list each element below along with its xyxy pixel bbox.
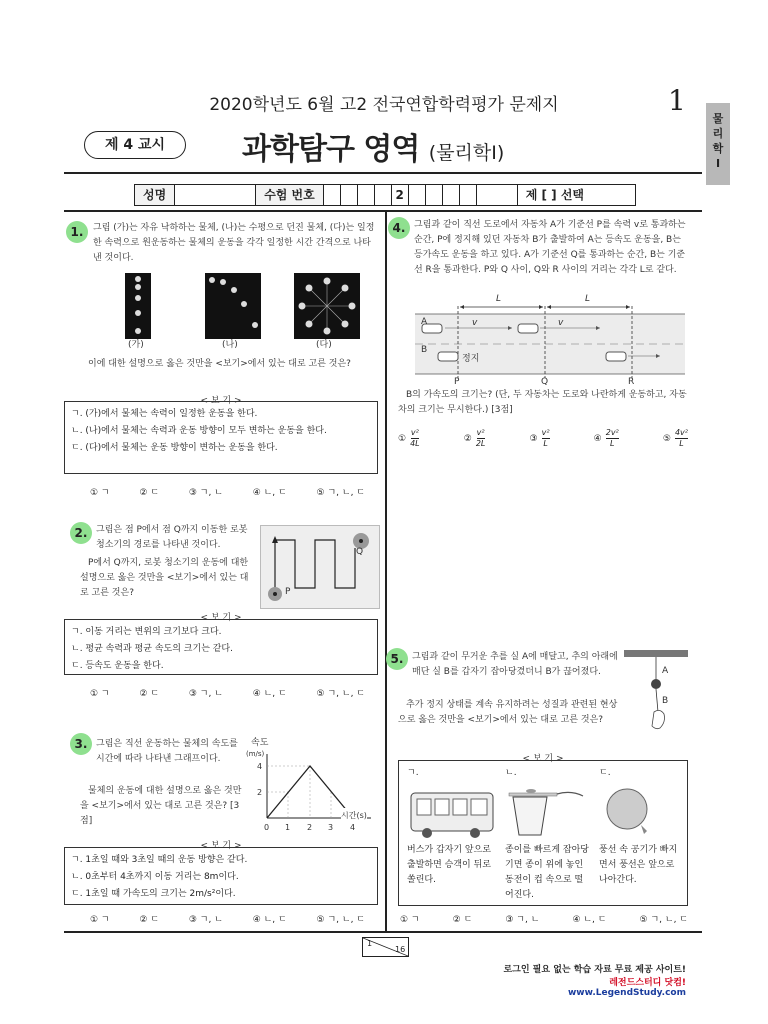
fraction	[675, 428, 688, 449]
option-2[interactable]: ② ㄷ	[139, 689, 160, 699]
option-3[interactable]: ③ ㄱ, ㄴ	[188, 488, 223, 498]
bogi-item: ㄷ. 1초일 때 가속도의 크기는 2m/s²이다.	[71, 889, 236, 899]
session-badge: 제 4 교시	[84, 131, 186, 159]
graph-xlabel: 시간(s)	[341, 808, 367, 823]
body-bottom-rule	[64, 931, 702, 933]
graph-xtick: 0	[264, 823, 270, 832]
question-number: 4.	[388, 217, 410, 239]
q5-bogi-box	[398, 760, 688, 906]
bogi-title: < 보 기 >	[200, 613, 242, 623]
q2-text: 그림은 점 P에서 점 Q까지 이동한 로봇 청소기의 경로를 나타낸 것이다.	[96, 525, 248, 550]
option-3[interactable]: ③ ㄱ, ㄴ	[505, 915, 540, 925]
option-5[interactable]	[663, 428, 688, 449]
option-4[interactable]: ④ ㄴ, ㄷ	[252, 915, 287, 925]
graph-yunit: (m/s)	[246, 750, 265, 758]
option-marker: ③	[529, 433, 538, 444]
distance-l: L	[496, 294, 502, 304]
q2-figure	[260, 525, 380, 609]
q4-prompt: B의 가속도의 크기는? (단, 두 자동차는 도로와 나란하게 운동하고, 자동차의 크기는 무시한다.) [3점]	[398, 390, 687, 415]
bogi-item: ㄴ. 평균 속력과 평균 속도의 크기는 같다.	[71, 644, 233, 654]
option-1[interactable]: ① ㄱ	[90, 689, 110, 699]
exam-no-cell[interactable]	[460, 185, 477, 205]
name-field[interactable]	[175, 185, 256, 205]
bogi-item: ㄱ. (가)에서 물체는 속력이 일정한 운동을 한다.	[71, 409, 258, 419]
road-diagram	[400, 300, 700, 385]
bogi-title: < 보 기 >	[200, 396, 242, 406]
side-tab-char: 학	[712, 142, 724, 155]
circular-motion-dots	[294, 273, 360, 339]
info-row	[134, 184, 636, 206]
q5-figure	[624, 650, 688, 745]
graph-xtick: 1	[285, 823, 291, 832]
page-current: 1	[367, 939, 373, 948]
car-b-label: B	[421, 345, 428, 355]
graph-ytick: 4	[257, 762, 263, 771]
bogi-item: ㄴ. 0초부터 4초까지 이동 거리는 8m이다.	[71, 872, 239, 882]
footer-url[interactable]: www.LegendStudy.com	[567, 988, 686, 998]
q1-text: 그림 (가)는 자유 낙하하는 물체, (나)는 수평으로 던진 물체, (다)는 일정한 속력으로 원운동하는 물체의 운동을 각각 일정한 시간 간격으로 나타낸 것이다.	[93, 223, 375, 263]
q3-options	[90, 912, 365, 925]
exam-no-cell[interactable]	[443, 185, 460, 205]
numerator: 2v²	[605, 428, 619, 437]
fig-label: (다)	[316, 340, 332, 350]
fig-label: (가)	[128, 340, 144, 350]
option-3[interactable]	[530, 428, 550, 449]
option-5[interactable]: ⑤ ㄱ, ㄴ, ㄷ	[316, 488, 365, 498]
q1-figure-ga	[125, 273, 151, 339]
denominator: L	[679, 439, 684, 448]
q1-bogi-box	[64, 401, 378, 474]
numerator: v²	[410, 428, 419, 437]
graph-xtick: 2	[307, 823, 313, 832]
graph-ylabel: 속도	[251, 738, 269, 748]
point-q: Q	[356, 547, 364, 557]
option-5[interactable]: ⑤ ㄱ, ㄴ, ㄷ	[639, 915, 688, 925]
bogi-head: ㄱ.	[407, 768, 419, 778]
q4-options	[398, 428, 688, 449]
bogi-item: 풍선 속 공기가 빠지면서 풍선은 앞으로 나아간다.	[599, 845, 678, 885]
q2-prompt: P에서 Q까지, 로봇 청소기의 운동에 대한 설명으로 옳은 것만을 <보기>에서 있는 대로 고른 것은?	[80, 558, 249, 598]
subject-sub: (물리학Ⅰ)	[428, 142, 505, 164]
exam-no-cell[interactable]	[358, 185, 375, 205]
q3-prompt: 물체의 운동에 대한 설명으로 옳은 것만을 <보기>에서 있는 대로 고른 것은? [3점]	[80, 786, 242, 826]
q4-road-figure	[400, 294, 700, 387]
graph-xtick: 3	[328, 823, 334, 832]
denominator: 2L	[475, 439, 486, 448]
thread-a-label: A	[662, 666, 669, 676]
subject-main: 과학탐구 영역	[242, 132, 420, 167]
question-number: 1.	[66, 221, 88, 243]
bogi-item: 버스가 갑자기 앞으로 출발하면 승객이 뒤로 쏠린다.	[407, 845, 491, 885]
option-marker: ①	[398, 433, 407, 444]
balloon-illustration	[597, 787, 683, 839]
q3-bogi-box	[64, 847, 378, 905]
exam-no-cell[interactable]	[426, 185, 443, 205]
name-label: 성명	[135, 185, 175, 205]
distance-l: L	[585, 294, 591, 304]
body-top-rule	[64, 210, 702, 212]
select-label: 제 [ ] 선택	[518, 185, 592, 205]
bogi-item: ㄱ. 1초일 때와 3초일 때의 운동 방향은 같다.	[71, 855, 248, 865]
option-5[interactable]: ⑤ ㄱ, ㄴ, ㄷ	[316, 689, 365, 699]
header-rule	[64, 172, 702, 174]
exam-no-cell[interactable]	[324, 185, 341, 205]
option-2[interactable]: ② ㄷ	[139, 915, 160, 925]
q1-options	[90, 485, 365, 498]
column-divider	[385, 212, 387, 932]
option-2[interactable]: ② ㄷ	[452, 915, 473, 925]
bogi-item: ㄴ. (나)에서 물체는 속력과 운동 방향이 모두 변하는 운동을 한다.	[71, 426, 327, 436]
denominator: 4L	[410, 439, 420, 448]
fraction	[410, 428, 420, 449]
bogi-item: ㄱ. 이동 거리는 변위의 크기보다 크다.	[71, 627, 222, 637]
q5-options	[400, 912, 688, 925]
bogi-head: ㄴ.	[505, 768, 517, 778]
page-box	[362, 937, 409, 957]
page-total: 16	[395, 945, 406, 954]
question-number: 5.	[386, 648, 408, 670]
graph-xtick: 4	[350, 823, 356, 832]
option-1[interactable]: ① ㄱ	[90, 488, 110, 498]
option-4[interactable]: ④ ㄴ, ㄷ	[252, 488, 287, 498]
fig-label: (나)	[222, 340, 238, 350]
subject-side-tab	[706, 103, 730, 185]
option-1[interactable]: ① ㄱ	[400, 915, 420, 925]
exam-no-label: 수험 번호	[256, 185, 324, 205]
footer-line2: 레전드스터디 닷컴!	[609, 978, 686, 988]
exam-no-cell[interactable]	[341, 185, 358, 205]
bogi-item: ㄷ. 등속도 운동을 한다.	[71, 661, 164, 671]
footer-line1: 로그인 필요 없는 학습 자료 무료 제공 사이트!	[503, 965, 686, 975]
option-marker: ④	[593, 433, 602, 444]
side-tab-char: Ⅰ	[715, 157, 721, 170]
page-title: 2020학년도 6월 고2 전국연합학력평가 문제지	[209, 95, 559, 115]
numerator: 4v²	[674, 428, 688, 437]
question-number: 2.	[70, 522, 92, 544]
robot-path	[261, 526, 379, 608]
option-5[interactable]: ⑤ ㄱ, ㄴ, ㄷ	[316, 915, 365, 925]
option-3[interactable]: ③ ㄱ, ㄴ	[188, 915, 223, 925]
option-marker: ②	[463, 433, 472, 444]
q5-text: 그림과 같이 무거운 추를 실 A에 매달고, 추의 아래에 매단 실 B를 갑자기 잡아당겼더니 B가 끊어졌다.	[412, 652, 618, 677]
q1-figure-da	[294, 273, 360, 339]
line-r: R	[628, 377, 635, 387]
free-fall-dots	[125, 273, 151, 339]
line-p: P	[454, 377, 460, 387]
side-tab-char: 물	[712, 112, 724, 125]
option-3[interactable]: ③ ㄱ, ㄴ	[188, 689, 223, 699]
option-4[interactable]: ④ ㄴ, ㄷ	[572, 915, 607, 925]
denominator: L	[543, 439, 548, 448]
q2-options	[90, 686, 365, 699]
exam-no-cell[interactable]	[477, 185, 518, 205]
numerator: v²	[476, 428, 485, 437]
fraction	[542, 428, 550, 449]
bogi-title: < 보 기 >	[522, 754, 564, 764]
thread-b-label: B	[662, 696, 669, 706]
option-1[interactable]	[398, 428, 420, 449]
question-number: 3.	[70, 733, 92, 755]
bogi-item: 종이를 빠르게 잡아당기면 종이 위에 놓인 동전이 컵 속으로 떨어진다.	[505, 845, 589, 900]
projectile-dots	[205, 273, 261, 339]
bogi-title: < 보 기 >	[200, 841, 242, 851]
fraction	[606, 428, 619, 449]
page-number: 1	[668, 84, 686, 117]
graph-ytick: 2	[257, 788, 263, 797]
q1-prompt: 이에 대한 설명으로 옳은 것만을 <보기>에서 있는 대로 고른 것은?	[88, 359, 351, 369]
option-2[interactable]	[464, 428, 486, 449]
numerator: v²	[541, 428, 550, 437]
option-4[interactable]	[594, 428, 619, 449]
exam-no-cell: 2	[392, 185, 409, 205]
option-marker: ⑤	[662, 433, 671, 444]
subject-title	[242, 124, 504, 168]
speed-v: v	[558, 318, 564, 328]
weight-threads	[624, 650, 688, 745]
q5-prompt: 추가 정지 상태를 계속 유지하려는 성질과 관련된 현상으로 옳은 것만을 <보기>에서 있는 대로 고른 것은?	[398, 700, 618, 725]
bogi-head: ㄷ.	[599, 768, 611, 778]
speed-v: v	[472, 318, 478, 328]
side-tab-char: 리	[712, 127, 724, 140]
cup-coin-illustration	[505, 787, 591, 839]
bus-illustration	[409, 787, 495, 839]
q2-bogi-box	[64, 619, 378, 675]
q3-graph	[245, 738, 380, 833]
exam-no-cell[interactable]	[409, 185, 426, 205]
denominator: L	[610, 439, 615, 448]
option-2[interactable]: ② ㄷ	[139, 488, 160, 498]
bogi-item: ㄷ. (다)에서 물체는 운동 방향이 변하는 운동을 한다.	[71, 443, 278, 453]
option-1[interactable]: ① ㄱ	[90, 915, 110, 925]
q1-figure-na	[205, 273, 261, 339]
point-p: P	[285, 587, 291, 597]
fraction	[476, 428, 486, 449]
exam-no-cell[interactable]	[375, 185, 392, 205]
option-4[interactable]: ④ ㄴ, ㄷ	[252, 689, 287, 699]
car-a-label: A	[421, 317, 428, 327]
q4-text: 그림과 같이 직선 도로에서 자동차 A가 기준선 P를 속력 v로 통과하는 순간, P에 정지해 있던 자동차 B가 출발하여 A는 등속도 운동을, B는 등가속도 운동을 하고 있다. A가 기준선 Q를 통과하는 순간, B는 기준선 R을 통과한다. P와 Q 사이, Q와 R 사이의 거리는 각각 L로 같다.	[414, 220, 686, 275]
stop-label: 정지	[462, 354, 480, 364]
q3-text: 그림은 직선 운동하는 물체의 속도를 시간에 따라 나타낸 그래프이다.	[96, 739, 238, 764]
line-q: Q	[541, 377, 549, 387]
